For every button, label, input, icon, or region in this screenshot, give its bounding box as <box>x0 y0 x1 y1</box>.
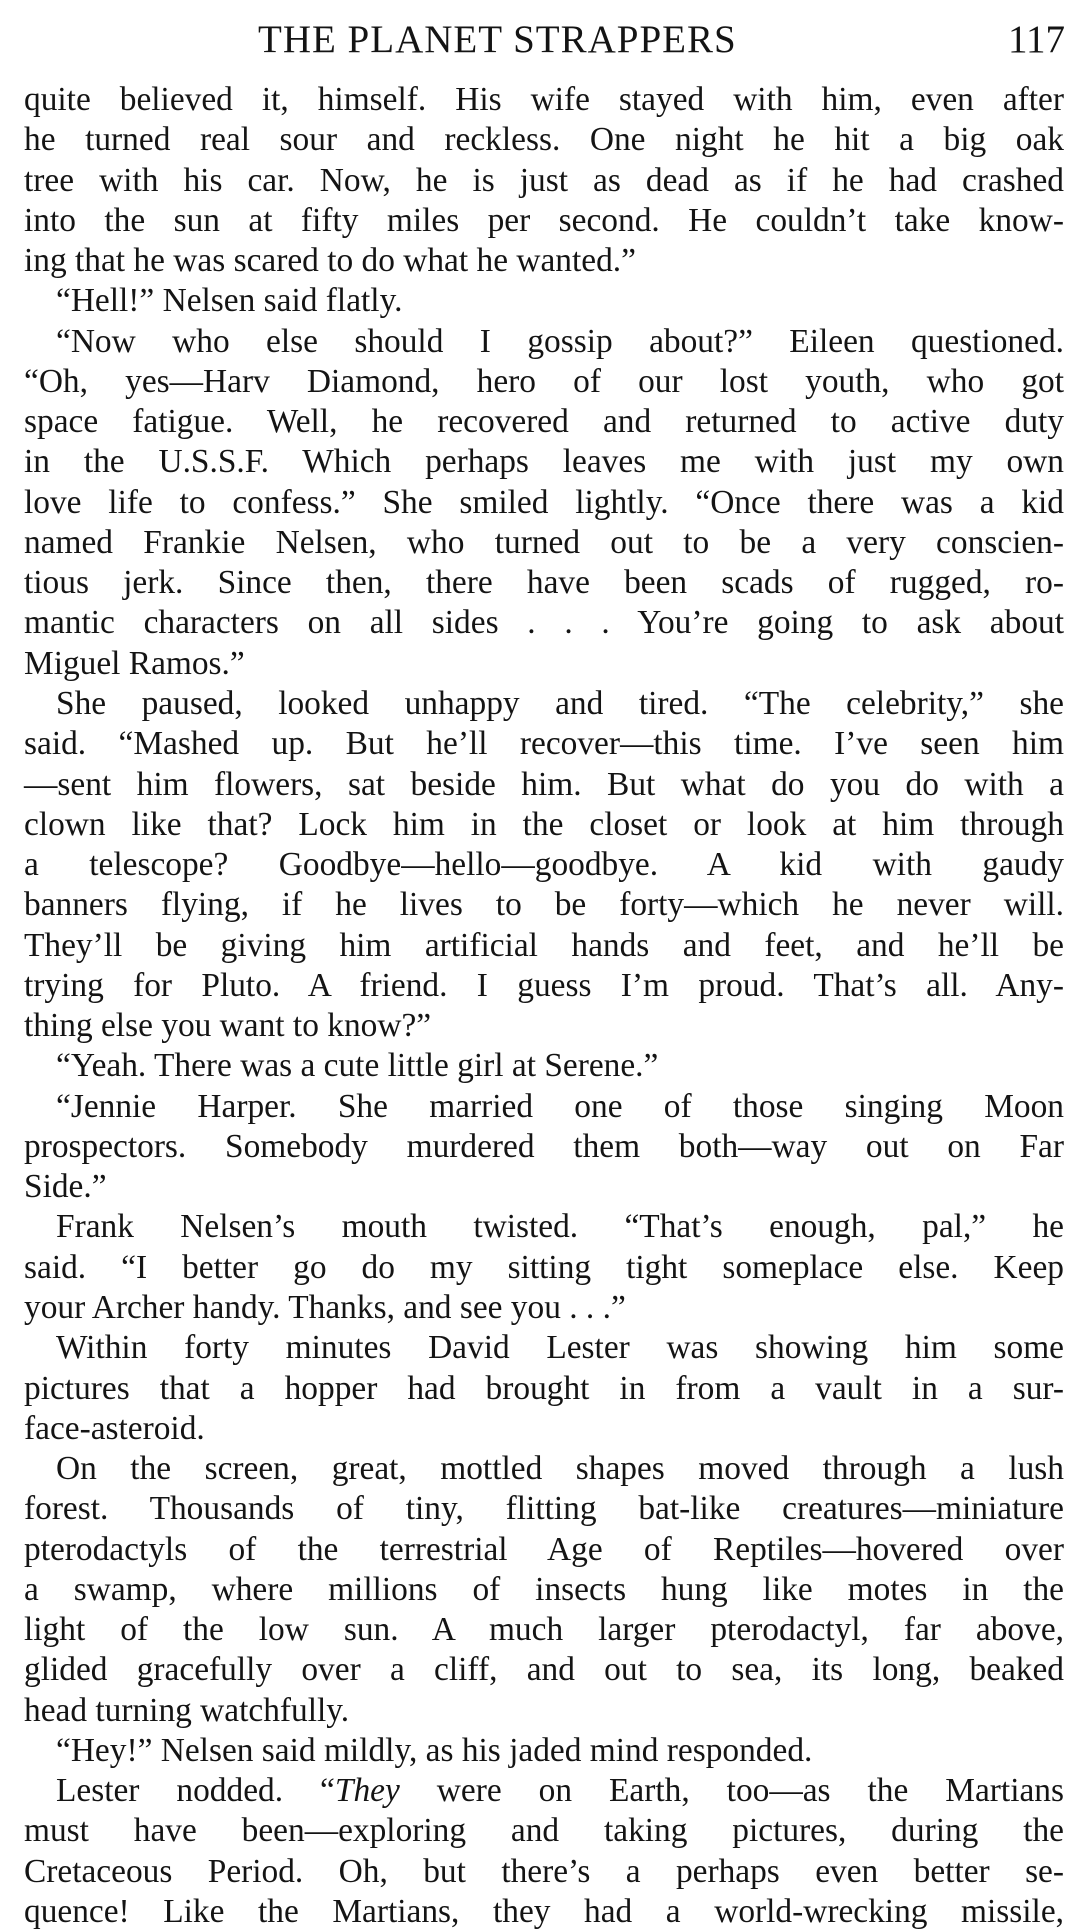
text-line: said. “I better go do my sitting tight someplace else. Keep <box>24 1248 1064 1286</box>
text-line: pictures that a hopper had brought in from a vault in a sur- <box>24 1369 1064 1407</box>
text-line: head turning watchfully. <box>24 1691 350 1729</box>
text-line: “Oh, yes—Harv Diamond, hero of our lost youth, who got <box>24 362 1064 400</box>
text-line: thing else you want to know?” <box>24 1007 432 1045</box>
running-head <box>0 14 1087 66</box>
text-line: On the screen, great, mottled shapes moved through a lush <box>56 1450 1064 1488</box>
text-line: said. “Mashed up. But he’ll recover—this time. I’ve seen him <box>24 725 1064 763</box>
text-line: he turned real sour and reckless. One night he hit a big oak <box>24 121 1064 159</box>
text-line: named Frankie Nelsen, who turned out to be a very conscien- <box>24 523 1064 561</box>
text-line: quite believed it, himself. His wife stayed with him, even after <box>24 81 1064 118</box>
text-line: Side.” <box>24 1168 107 1206</box>
text-line: light of the low sun. A much larger pterodactyl, far above, <box>24 1611 1064 1649</box>
text-line: “Now who else should I gossip about?” Eileen questioned. <box>56 322 1064 360</box>
text-line: ing that he was scared to do what he wanted.” <box>24 242 636 280</box>
text-line: “Hey!” Nelsen said mildly, as his jaded mind responded. <box>56 1731 813 1769</box>
text-line: Frank Nelsen’s mouth twisted. “That’s enough, pal,” he <box>56 1208 1064 1246</box>
text-line: into the sun at fifty miles per second. He couldn’t take know- <box>24 201 1064 239</box>
text-line: Miguel Ramos.” <box>24 644 245 682</box>
text-line <box>24 1771 1064 1811</box>
text-line: love life to confess.” She smiled lightly. “Once there was a kid <box>24 483 1064 521</box>
text-line: Cretaceous Period. Oh, but there’s a perhaps even better se- <box>24 1852 1064 1890</box>
page-number: 117 <box>1007 18 1065 61</box>
text-line: “Yeah. There was a cute little girl at Serene.” <box>56 1047 659 1085</box>
text-line: “Jennie Harper. She married one of those singing Moon <box>56 1087 1064 1125</box>
text-line: glided gracefully over a cliff, and out to sea, its long, beaked <box>24 1651 1064 1689</box>
text-line: in the U.S.S.F. Which perhaps leaves me with just my own <box>24 443 1064 481</box>
text-line: They’ll be giving him artificial hands and feet, and he’ll be <box>24 926 1064 964</box>
text-line: prospectors. Somebody murdered them both—way out on Far <box>24 1127 1064 1165</box>
text-line: “Hell!” Nelsen said flatly. <box>56 282 403 320</box>
text-line: forest. Thousands of tiny, flitting bat-like creatures—miniature <box>24 1490 1064 1528</box>
text-line: a swamp, where millions of insects hung like motes in the <box>24 1570 1064 1608</box>
text-line: tious jerk. Since then, there have been scads of rugged, ro- <box>24 564 1064 602</box>
text-segment: were on Earth, too—as the Martians <box>399 1772 1064 1810</box>
italic-emphasis: They <box>334 1772 400 1810</box>
running-title: THE PLANET STRAPPERS <box>258 18 737 61</box>
text-line: space fatigue. Well, he recovered and returned to active duty <box>24 403 1064 441</box>
text-line: Within forty minutes David Lester was showing him some <box>56 1329 1064 1367</box>
text-line: banners flying, if he lives to be forty—which he never will. <box>24 886 1064 924</box>
text-line: —sent him flowers, sat beside him. But what do you do with a <box>24 765 1064 803</box>
text-line: trying for Pluto. A friend. I guess I’m proud. That’s all. Any- <box>24 966 1064 1004</box>
text-line: tree with his car. Now, he is just as dead as if he had crashed <box>24 161 1064 199</box>
text-line: your Archer handy. Thanks, and see you . . .” <box>24 1288 626 1326</box>
body-text <box>24 80 1064 1932</box>
text-line: must have been—exploring and taking pictures, during the <box>24 1812 1064 1850</box>
text-line: pterodactyls of the terrestrial Age of Reptiles—hovered over <box>24 1530 1064 1568</box>
text-line: mantic characters on all sides . . . You’re going to ask about <box>24 604 1064 642</box>
text-line: a telescope? Goodbye—hello—goodbye. A kid with gaudy <box>24 846 1064 884</box>
text-line: clown like that? Lock him in the closet or look at him through <box>24 805 1064 843</box>
text-line: She paused, looked unhappy and tired. “The celebrity,” she <box>56 684 1064 722</box>
text-line: face-asteroid. <box>24 1409 205 1447</box>
text-segment: Lester nodded. “ <box>56 1772 335 1810</box>
text-line: quence! Like the Martians, they had a world-wrecking missile, <box>24 1892 1064 1930</box>
